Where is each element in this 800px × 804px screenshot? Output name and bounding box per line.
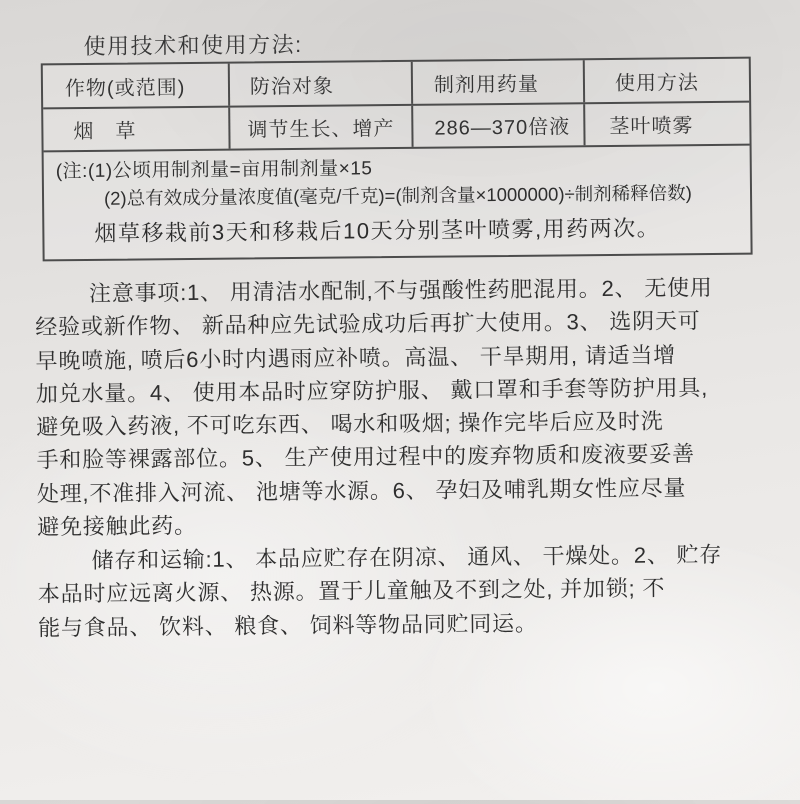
precautions-line: 经验或新作物、 新品种应先试验成功后再扩大使用。3、 选阴天可 xyxy=(35,308,701,340)
storage-transport-paragraph xyxy=(37,537,774,644)
precautions-line: 避免接触此药。 xyxy=(37,513,197,540)
precautions-line: 手和脸等裸露部位。5、 生产使用过程中的废弃物质和废液要妥善 xyxy=(36,441,696,473)
precautions-line: 避免吸入药液, 不可吃东西、 喝水和吸烟; 操作完毕后应及时洗 xyxy=(36,408,664,440)
table-cell-crop: 烟 草 xyxy=(43,108,230,151)
table-header-target: 防治对象 xyxy=(230,62,413,106)
note-formula-2: (2)总有效成分量浓度值(毫克/千克)=(制剂含量×1000000)÷制剂稀释倍数) xyxy=(103,182,692,209)
table-cell-target: 调节生长、增产 xyxy=(230,106,413,149)
table-header-method: 使用方法 xyxy=(614,71,700,95)
table-note-cell xyxy=(44,146,751,260)
table-cell-method: 茎叶喷雾 xyxy=(609,115,694,138)
section-title-usage-method: 使用技术和使用方法: xyxy=(83,31,303,60)
usage-table xyxy=(41,57,753,262)
table-data-row xyxy=(43,103,749,153)
table-header-row xyxy=(43,59,749,110)
precautions-line: 加兑水量。4、 使用本品时应穿防护服、 戴口罩和手套等防护用具, xyxy=(35,374,709,407)
precautions-line: 处理,不准排入河流、 池塘等水源。6、 孕妇及哺乳期女性应尽量 xyxy=(36,475,687,507)
table-header-crop: 作物(或范围) xyxy=(43,64,230,108)
precautions-line: 注意事项:1、 用清洁水配制,不与强酸性药肥混用。2、 无使用 xyxy=(88,274,713,306)
storage-line: 本品时应远离火源、 热源。置于儿童触及不到之处, 并加锁; 不 xyxy=(37,575,666,607)
storage-line: 储存和运输:1、 本品应贮存在阴凉、 通风、 干燥处。2、 贮存 xyxy=(91,541,723,573)
precautions-paragraph xyxy=(35,270,774,543)
note-formula-1: (注:(1)公顷用制剂量=亩用制剂量×15 xyxy=(55,158,373,183)
storage-line: 能与食品、 饮料、 粮食、 饲料等物品同贮同运。 xyxy=(38,610,538,641)
table-cell-dosage: 286—370倍液 xyxy=(413,104,585,147)
precautions-line: 早晚喷施, 喷后6小时内遇雨应补喷。高温、 干旱期用, 请适当增 xyxy=(35,341,677,374)
application-timing-note: 烟草移栽前3天和移栽后10天分别茎叶喷雾,用药两次。 xyxy=(94,215,661,246)
table-header-dosage: 制剂用药量 xyxy=(413,60,585,104)
